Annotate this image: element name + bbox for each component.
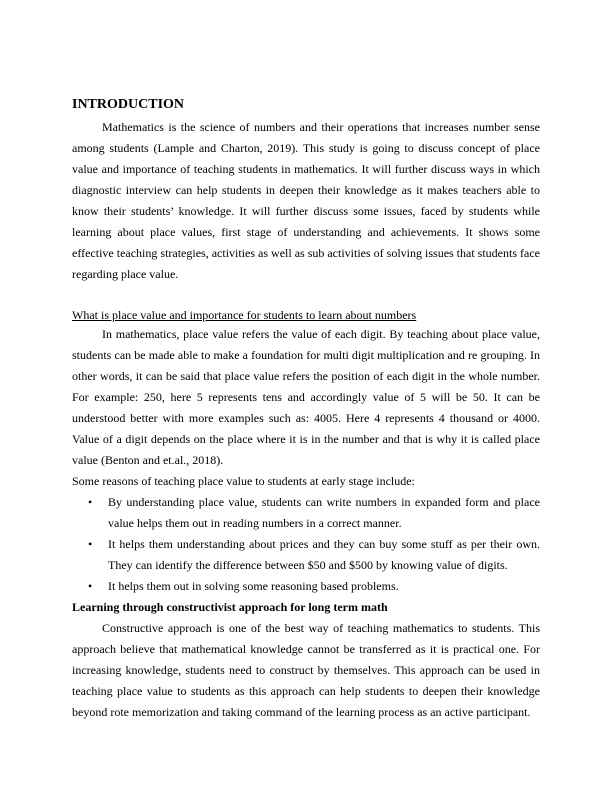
bullet-icon: • xyxy=(88,579,93,593)
place-value-paragraph: In mathematics, place value refers the value of each digit. By teaching about place value, students can be made able to make a foundation for multi digit multiplication and re grouping. In other words, it can be said that place value refers the position of each digit in the whole number. For example: 250, here 5 represents tens and accordingly value of 5 will be 50. It can be understood better with more examples such as: 4005. Here 4 represents 4 thousand or 4000. Value of a digit depends on the place where it is in the number and that is why it is called place value (Benton and et.al., 2018). xyxy=(72,327,540,467)
document-body xyxy=(72,96,540,723)
list-item xyxy=(72,492,540,534)
reasons-list xyxy=(72,492,540,597)
intro-paragraph: Mathematics is the science of numbers and their operations that increases number sense among students (Lample and Charton, 2019). This study is going to discuss concept of place value and importance of teaching students in mathematics. It will further discuss ways in which diagnostic interview can help students in deepen their knowledge as it makes teachers able to know their students’ knowledge. It will further discuss some issues, faced by students while learning about place values, first stage of understanding and achievements. It shows some effective teaching strategies, activities as well as sub activities of solving issues that students face regarding place value. xyxy=(72,120,540,281)
section-heading-place-value: What is place value and importance for students to learn about numbers xyxy=(72,308,417,322)
reasons-intro: Some reasons of teaching place value to students at early stage include: xyxy=(72,474,415,488)
list-item-text: By understanding place value, students can write numbers in expanded form and place value helps them out in reading numbers in a correct manner. xyxy=(108,495,540,530)
page-title: INTRODUCTION xyxy=(72,97,185,112)
list-item-text: It helps them understanding about prices and they can buy some stuff as per their own. They can identify the difference between $50 and $500 by knowing value of digits. xyxy=(108,537,540,572)
constructivist-paragraph: Constructive approach is one of the best way of teaching mathematics to students. This approach believe that mathematical knowledge cannot be transferred as it is practical one. For increasing knowledge, students need to construct by themselves. This approach can be used in teaching place value to students as this approach can help students to deepen their knowledge beyond rote memorization and taking command of the learning process as an active participant. xyxy=(72,621,540,719)
bullet-icon: • xyxy=(88,537,93,551)
list-item-text: It helps them out in solving some reasoning based problems. xyxy=(108,579,399,593)
section-heading-constructivist: Learning through constructivist approach for long term math xyxy=(72,600,388,614)
list-item xyxy=(72,576,540,597)
list-item xyxy=(72,534,540,576)
paragraph-spacer xyxy=(72,285,540,306)
bullet-icon: • xyxy=(88,495,93,509)
